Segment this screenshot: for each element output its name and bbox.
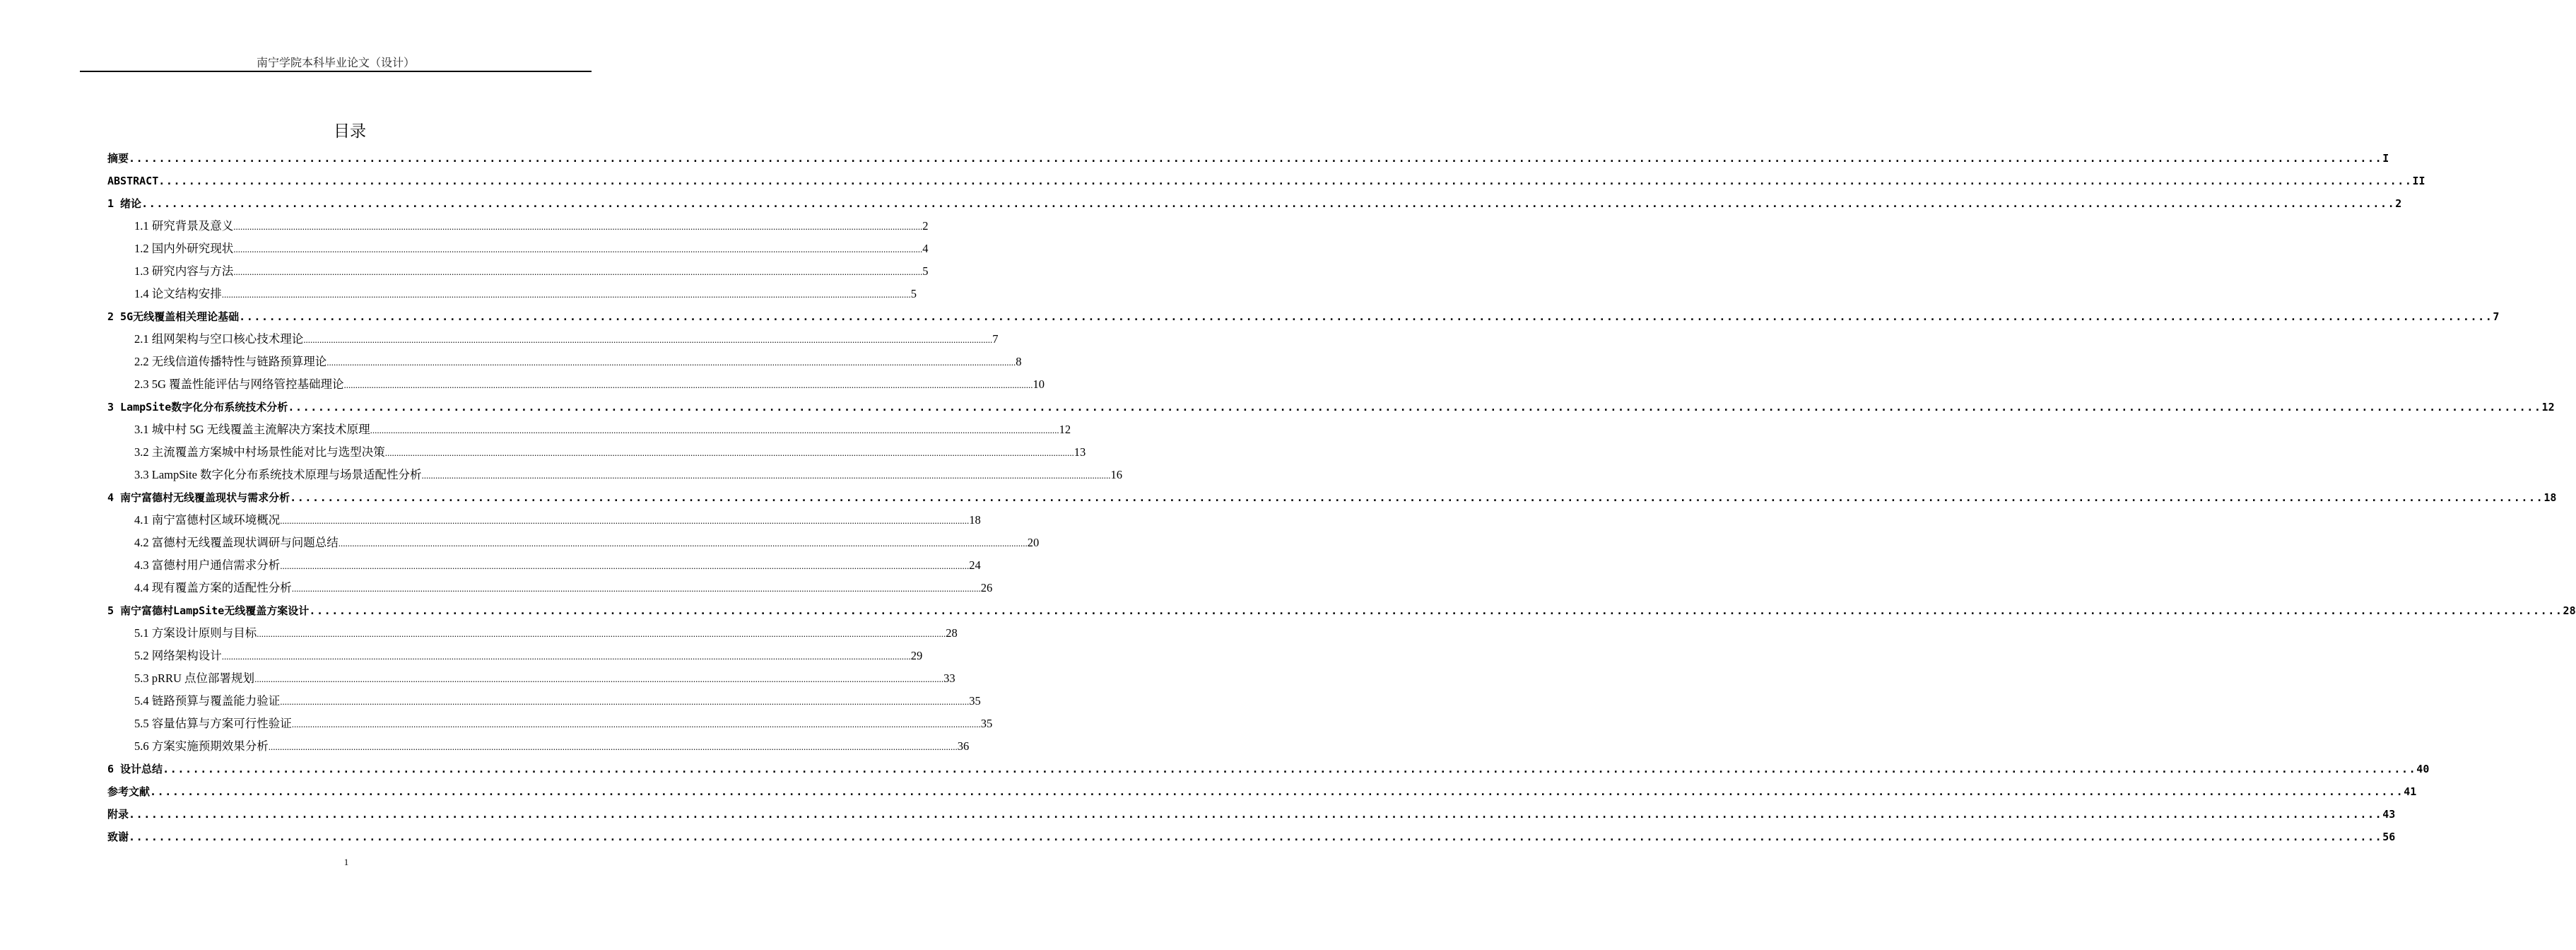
toc-dot-leader: ............................................................................................................................................................................................................................................................................................................ [303, 334, 993, 345]
toc-entry-page: 24 [969, 558, 981, 572]
toc-dot-leader: ............................................................................................................................................................................................................................................................................................................ [129, 831, 2383, 843]
toc-dot-leader: ............................................................................................................................................................................................................................................................................................................ [288, 401, 2542, 414]
toc-dot-leader: ............................................................................................................................................................................................................................................................................................................ [221, 651, 911, 662]
toc-entry-label: 5.3 pRRU 点位部署规划 [134, 672, 255, 685]
toc-entry-page: II [2412, 175, 2425, 187]
toc-entry-label: 4 南宁富德村无线覆盖现状与需求分析 [107, 491, 290, 504]
toc-entry[interactable] [107, 351, 1022, 373]
toc-dot-leader: ............................................................................................................................................................................................................................................................................................................ [150, 785, 2404, 798]
toc-entry-label: 2.3 5G 覆盖性能评估与网络管控基础理论 [134, 377, 344, 391]
toc-entry[interactable] [107, 373, 1045, 396]
toc-entry[interactable] [107, 554, 981, 577]
toc-entry[interactable] [107, 622, 958, 645]
toc-entry-label: 2.1 组网架构与空口核心技术理论 [134, 332, 304, 346]
toc-entry-page: 36 [957, 739, 970, 753]
toc-entry-label: 4.2 富德村无线覆盖现状调研与问题总结 [134, 536, 339, 549]
toc-dot-leader: ............................................................................................................................................................................................................................................................................................................ [280, 515, 970, 526]
toc-dot-leader: ............................................................................................................................................................................................................................................................................................................ [421, 470, 1111, 481]
toc-entry-label: 4.4 现有覆盖方案的适配性分析 [134, 581, 292, 594]
toc-dot-leader: ............................................................................................................................................................................................................................................................................................................ [384, 447, 1074, 458]
toc-dot-leader: ............................................................................................................................................................................................................................................................................................................ [233, 266, 923, 277]
toc-dot-leader: ............................................................................................................................................................................................................................................................................................................ [257, 628, 946, 639]
toc-entry-label: 参考文献 [107, 785, 151, 798]
toc-dot-leader: ............................................................................................................................................................................................................................................................................................................ [327, 357, 1016, 368]
toc-entry-page: 4 [922, 242, 929, 255]
toc-entry[interactable] [107, 690, 981, 712]
toc-entry-label: ABSTRACT [107, 175, 159, 187]
toc-entry-label: 5 南宁富德村LampSite无线覆盖方案设计 [107, 604, 310, 617]
toc-entry-page: 20 [1027, 536, 1040, 549]
toc-entry-label: 2 5G无线覆盖相关理论基础 [107, 310, 240, 323]
toc-dot-leader: ............................................................................................................................................................................................................................................................................................................ [158, 175, 2413, 187]
toc-entry-label: 致谢 [107, 831, 129, 843]
toc-entry[interactable] [107, 758, 2430, 780]
toc-dot-leader: ............................................................................................................................................................................................................................................................................................................ [343, 380, 1033, 390]
toc-entry[interactable] [107, 147, 2389, 170]
toc-entry-label: 5.6 方案实施预期效果分析 [134, 739, 269, 753]
toc-entry-label: 5.2 网络架构设计 [134, 649, 222, 662]
toc-dot-leader: ............................................................................................................................................................................................................................................................................................................ [290, 491, 2544, 504]
toc-entry[interactable] [107, 532, 1040, 554]
toc-entry-page: 41 [2404, 785, 2417, 798]
toc-entry-label: 1.2 国内外研究现状 [134, 242, 234, 255]
toc-dot-leader: ............................................................................................................................................................................................................................................................................................................ [129, 808, 2383, 821]
toc-entry[interactable] [107, 215, 929, 238]
toc-entry-label: 3 LampSite数字化分布系统技术分析 [107, 401, 288, 414]
toc-entry[interactable] [107, 305, 2500, 328]
toc-entry-page: 5 [910, 287, 917, 300]
toc-entry[interactable] [107, 396, 2555, 418]
toc-dot-leader: ............................................................................................................................................................................................................................................................................................................ [280, 696, 970, 707]
toc-entry-page: I [2382, 152, 2389, 165]
toc-entry-page: 16 [1110, 468, 1123, 481]
toc-entry[interactable] [107, 577, 993, 599]
toc-entry-label: 附录 [107, 808, 129, 821]
toc-entry[interactable] [107, 418, 1071, 441]
toc-entry[interactable] [107, 599, 2576, 622]
toc-entry-label: 4.1 南宁富德村区域环境概况 [134, 513, 281, 527]
toc-dot-leader: ............................................................................................................................................................................................................................................................................................................ [309, 604, 2563, 617]
page-number: 1 [343, 857, 349, 867]
toc-entry[interactable] [107, 464, 1123, 486]
toc-entry-page: 43 [2382, 808, 2396, 821]
toc-entry-label: 5.1 方案设计原则与目标 [134, 626, 257, 640]
header-rule [80, 71, 592, 72]
toc-entry-page: 10 [1033, 377, 1045, 391]
toc-dot-leader: ............................................................................................................................................................................................................................................................................................................ [338, 538, 1028, 549]
toc-entry-label: 3.1 城中村 5G 无线覆盖主流解决方案技术原理 [134, 423, 370, 436]
toc-dot-leader: ............................................................................................................................................................................................................................................................................................................ [221, 289, 911, 300]
toc-entry-label: 1.4 论文结构安排 [134, 287, 222, 300]
toc-entry[interactable] [107, 803, 2396, 826]
toc-entry-page: 40 [2416, 763, 2430, 775]
toc-entry-label: 3.3 LampSite 数字化分布系统技术原理与场景适配性分析 [134, 468, 422, 481]
toc-entry[interactable] [107, 667, 955, 690]
toc-entry-label: 5.5 容量估算与方案可行性验证 [134, 717, 292, 730]
toc-dot-leader: ............................................................................................................................................................................................................................................................................................................ [163, 763, 2417, 775]
toc-entry-page: 26 [980, 581, 993, 594]
toc-entry[interactable] [107, 170, 2425, 192]
toc-entry[interactable] [107, 238, 929, 260]
toc-entry-label: 1 绪论 [107, 197, 142, 210]
toc-entry-page: 35 [969, 694, 981, 708]
toc-dot-leader: ............................................................................................................................................................................................................................................................................................................ [233, 221, 923, 232]
toc-entry-page: 13 [1074, 445, 1086, 459]
toc-entry-page: 18 [969, 513, 981, 527]
toc-entry-label: 3.2 主流覆盖方案城中村场景性能对比与选型决策 [134, 445, 385, 459]
toc-entry[interactable] [107, 441, 1086, 464]
toc-entry-page: 2 [2395, 197, 2402, 210]
toc-entry-page: 56 [2382, 831, 2396, 843]
toc-entry-label: 1.1 研究背景及意义 [134, 219, 234, 233]
toc-entry[interactable] [107, 826, 2396, 848]
toc-entry-label: 1.3 研究内容与方法 [134, 264, 234, 278]
table-of-contents [107, 147, 2576, 848]
toc-entry[interactable] [107, 192, 2402, 215]
toc-entry-page: 2 [922, 219, 929, 233]
toc-entry-page: 7 [992, 332, 999, 346]
toc-entry-page: 5 [922, 264, 929, 278]
toc-entry-label: 5.4 链路预算与覆盖能力验证 [134, 694, 281, 708]
toc-entry-page: 12 [2541, 401, 2555, 414]
toc-entry[interactable] [107, 780, 2417, 803]
toc-dot-leader: ............................................................................................................................................................................................................................................................................................................ [254, 674, 944, 684]
toc-title: 目录 [334, 122, 366, 141]
toc-entry[interactable] [107, 712, 993, 735]
toc-entry[interactable] [107, 260, 929, 283]
toc-entry-page: 35 [980, 717, 993, 730]
toc-entry-page: 7 [2493, 310, 2500, 323]
toc-dot-leader: ............................................................................................................................................................................................................................................................................................................ [141, 197, 2396, 210]
toc-dot-leader: ............................................................................................................................................................................................................................................................................................................ [268, 741, 958, 752]
toc-dot-leader: ............................................................................................................................................................................................................................................................................................................ [291, 719, 981, 729]
toc-entry[interactable] [107, 328, 999, 351]
toc-entry-label: 2.2 无线信道传播特性与链路预算理论 [134, 355, 327, 368]
toc-dot-leader: ............................................................................................................................................................................................................................................................................................................ [129, 152, 2383, 165]
toc-dot-leader: ............................................................................................................................................................................................................................................................................................................ [233, 244, 923, 254]
toc-entry[interactable] [107, 509, 981, 532]
toc-entry-page: 8 [1016, 355, 1022, 368]
toc-dot-leader: ............................................................................................................................................................................................................................................................................................................ [239, 310, 2493, 323]
toc-dot-leader: ............................................................................................................................................................................................................................................................................................................ [280, 561, 970, 571]
toc-entry[interactable] [107, 735, 970, 758]
toc-entry-label: 6 设计总结 [107, 763, 163, 775]
toc-dot-leader: ............................................................................................................................................................................................................................................................................................................ [291, 583, 981, 594]
running-header: 南宁学院本科毕业论文（设计） [256, 56, 415, 69]
toc-entry[interactable] [107, 486, 2557, 509]
toc-entry[interactable] [107, 283, 917, 305]
toc-entry-label: 摘要 [107, 152, 129, 165]
toc-entry-page: 28 [2563, 604, 2576, 617]
toc-entry-label: 4.3 富德村用户通信需求分析 [134, 558, 281, 572]
toc-entry[interactable] [107, 645, 923, 667]
toc-entry-page: 18 [2543, 491, 2557, 504]
toc-entry-page: 33 [943, 672, 955, 685]
toc-entry-page: 12 [1059, 423, 1071, 436]
toc-entry-page: 28 [946, 626, 958, 640]
toc-dot-leader: ............................................................................................................................................................................................................................................................................................................ [370, 425, 1059, 435]
toc-entry-page: 29 [910, 649, 923, 662]
